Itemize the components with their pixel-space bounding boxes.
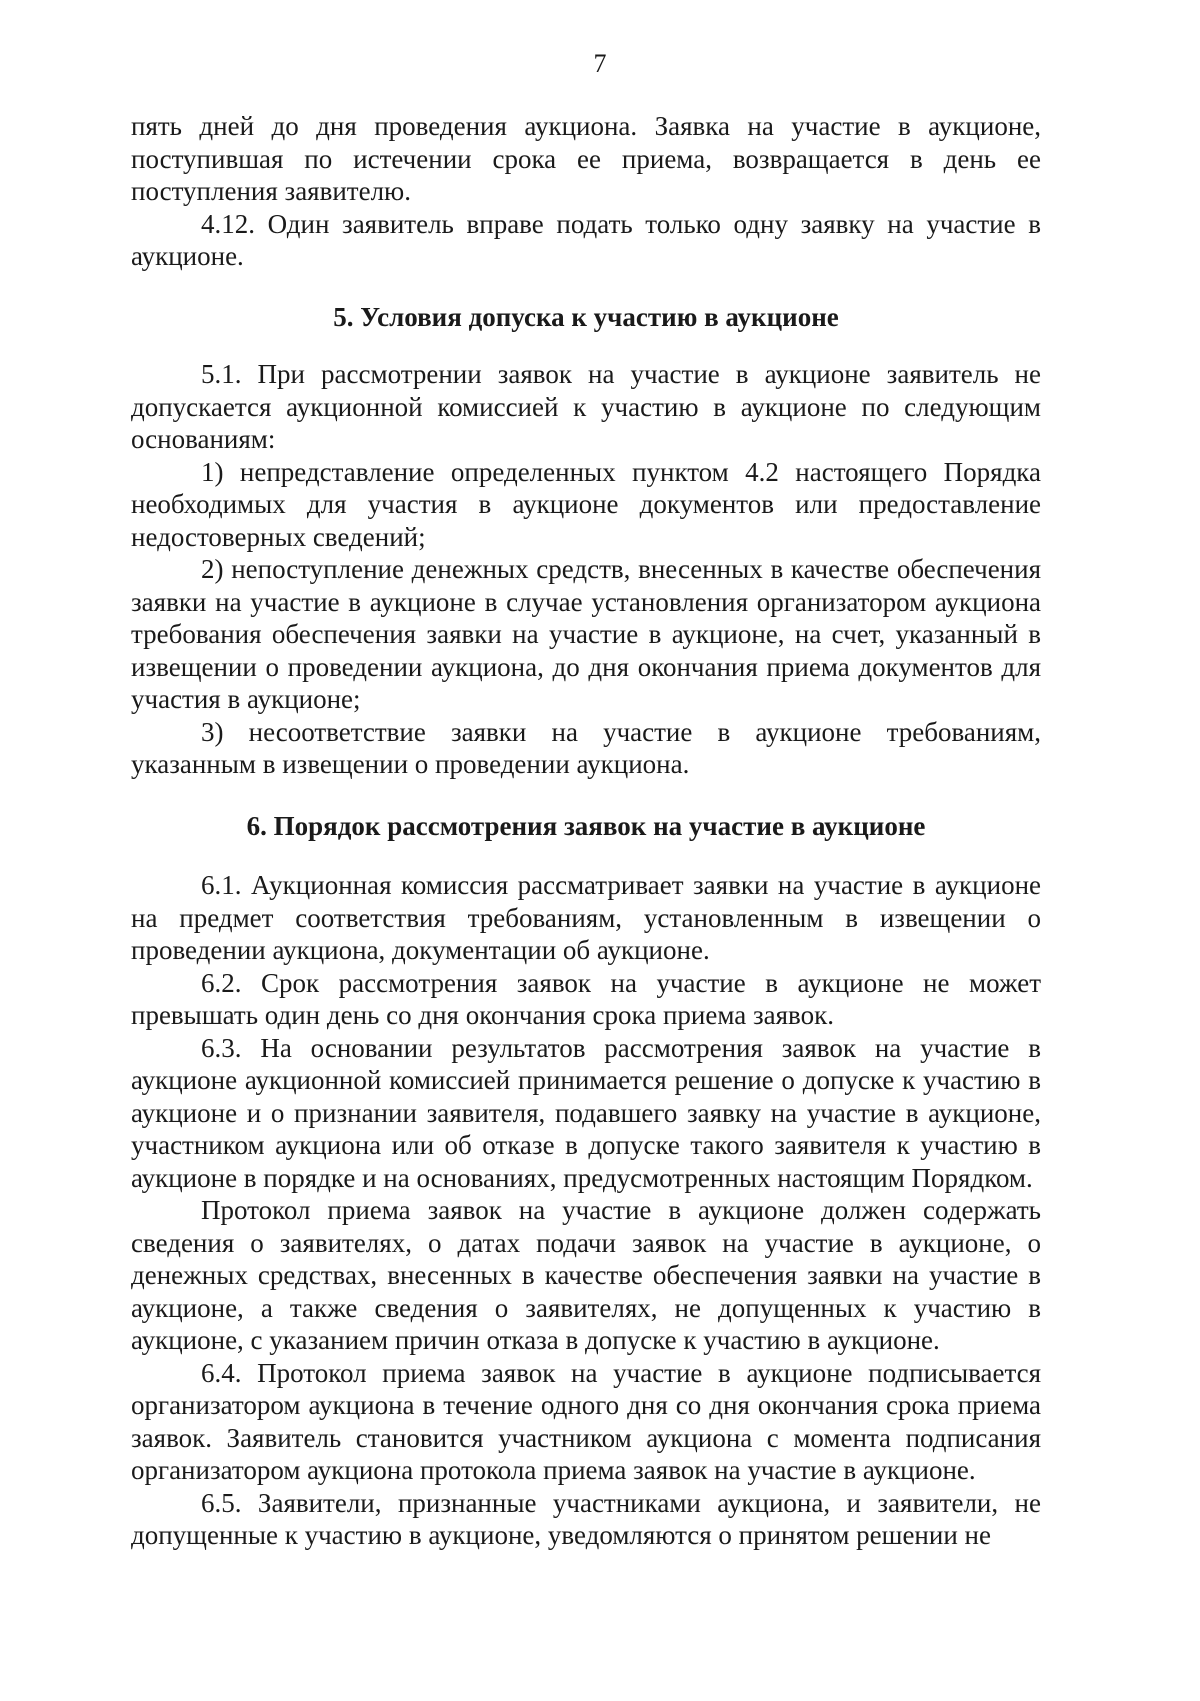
paragraph-5-1: 5.1. При рассмотрении заявок на участие в аукционе заявитель не допускается аукционной комиссией к участию в аукционе по следующим основаниям: <box>131 359 1041 454</box>
paragraph-4-12: 4.12. Один заявитель вправе подать только одну заявку на участие в аукционе. <box>131 208 1041 271</box>
document-body <box>131 110 1041 1552</box>
list-item-1: 1) непредставление определенных пунктом 4.2 настоящего Порядка необходимых для участия в аукционе документов или предоставление недостоверных сведений; <box>131 456 1041 552</box>
paragraph-6-1: 6.1. Аукционная комиссия рассматривает заявки на участие в аукционе на предмет соответствия требованиям, установленным в извещении о проведении аукциона, документации об аукционе. <box>131 870 1041 965</box>
list-item-3: 3) несоответствие заявки на участие в аукционе требованиям, указанным в извещении о проведении аукциона. <box>131 716 1041 779</box>
paragraph-6-2: 6.2. Срок рассмотрения заявок на участие в аукционе не может превышать один день со дня окончания срока приема заявок. <box>131 967 1041 1030</box>
list-item-2: 2) непоступление денежных средств, внесенных в качестве обеспечения заявки на участие в аукционе в случае установления организатором аукциона требования обеспечения заявки на участие в аукционе, на счет, указанный в извещении о проведении аукциона, до дня окончания приема документов для участия в аукционе; <box>131 554 1041 714</box>
section-5-heading: 5. Условия допуска к участию в аукционе <box>333 301 839 332</box>
paragraph-6-5: 6.5. Заявители, признанные участниками аукциона, и заявители, не допущенные к участию в аукционе, уведомляются о принятом решении не <box>131 1487 1041 1550</box>
paragraph-6-4: 6.4. Протокол приема заявок на участие в аукционе подписывается организатором аукциона в течение одного дня со дня окончания срока приема заявок. Заявитель становится участником аукциона с момента подписания организатором аукциона протокола приема заявок на участие в аукционе. <box>131 1357 1041 1485</box>
page-number: 7 <box>593 49 607 78</box>
section-6-heading: 6. Порядок рассмотрения заявок на участие в аукционе <box>246 810 926 841</box>
paragraph-protocol: Протокол приема заявок на участие в аукционе должен содержать сведения о заявителях, о датах подачи заявок на участие в аукционе, о денежных средствах, внесенных в качестве обеспечения заявки на участие в аукционе, а также сведения о заявителях, не допущенных к участию в аукционе, с указанием причин отказа в допуске к участию в аукционе. <box>131 1195 1041 1355</box>
paragraph-6-3: 6.3. На основании результатов рассмотрения заявок на участие в аукционе аукционной комиссией принимается решение о допуске к участию в аукционе и о признании заявителя, подавшего заявку на участие в аукционе, участником аукциона или об отказе в допуске такого заявителя к участию в аукционе в порядке и на основаниях, предусмотренных настоящим Порядком. <box>131 1032 1041 1193</box>
paragraph-continuation: пять дней до дня проведения аукциона. Заявка на участие в аукционе, поступившая по истечении срока ее приема, возвращается в день ее поступления заявителю. <box>131 111 1041 206</box>
